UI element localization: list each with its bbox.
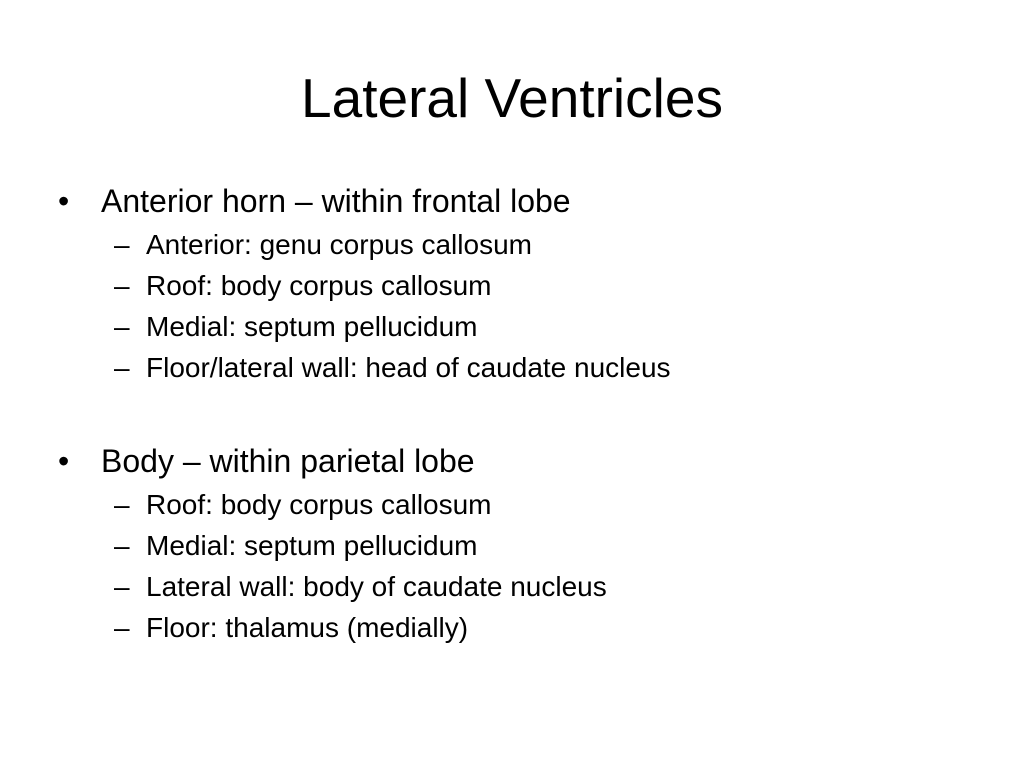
- sub-bullet-text: Medial: septum pellucidum: [146, 530, 478, 561]
- slide-title: Lateral Ventricles: [301, 67, 723, 129]
- dash-icon: –: [114, 270, 130, 301]
- sub-bullet-item: [0, 347, 1024, 388]
- sub-bullet-text: Floor/lateral wall: head of caudate nucleus: [146, 352, 671, 383]
- sub-bullet-item: [0, 224, 1024, 265]
- sub-bullet-item: [0, 265, 1024, 306]
- sub-bullet-text: Lateral wall: body of caudate nucleus: [146, 571, 607, 602]
- sub-bullet-text: Anterior: genu corpus callosum: [146, 229, 532, 260]
- dash-icon: –: [114, 530, 130, 561]
- bullet-heading: Anterior horn – within frontal lobe: [101, 183, 571, 219]
- sub-bullet-item: [0, 525, 1024, 566]
- dash-icon: –: [114, 571, 130, 602]
- sub-bullet-text: Floor: thalamus (medially): [146, 612, 469, 643]
- bullet-section-body: [0, 438, 1024, 648]
- sub-bullet-item: [0, 484, 1024, 525]
- dash-icon: –: [114, 489, 130, 520]
- bullet-icon: •: [58, 183, 70, 219]
- dash-icon: –: [114, 352, 130, 383]
- dash-icon: –: [114, 311, 130, 342]
- sub-bullet-item: [0, 306, 1024, 347]
- sub-bullet-list: [0, 224, 1024, 388]
- sub-bullet-text: Roof: body corpus callosum: [146, 270, 492, 301]
- dash-icon: –: [114, 612, 130, 643]
- sub-bullet-item: [0, 607, 1024, 648]
- bullet-item: [0, 178, 1024, 224]
- dash-icon: –: [114, 229, 130, 260]
- sub-bullet-text: Medial: septum pellucidum: [146, 311, 478, 342]
- sub-bullet-text: Roof: body corpus callosum: [146, 489, 492, 520]
- bullet-heading: Body – within parietal lobe: [101, 443, 475, 479]
- bullet-item: [0, 438, 1024, 484]
- bullet-section-anterior-horn: [0, 178, 1024, 388]
- bullet-icon: •: [58, 443, 70, 479]
- sub-bullet-item: [0, 566, 1024, 607]
- sub-bullet-list: [0, 484, 1024, 648]
